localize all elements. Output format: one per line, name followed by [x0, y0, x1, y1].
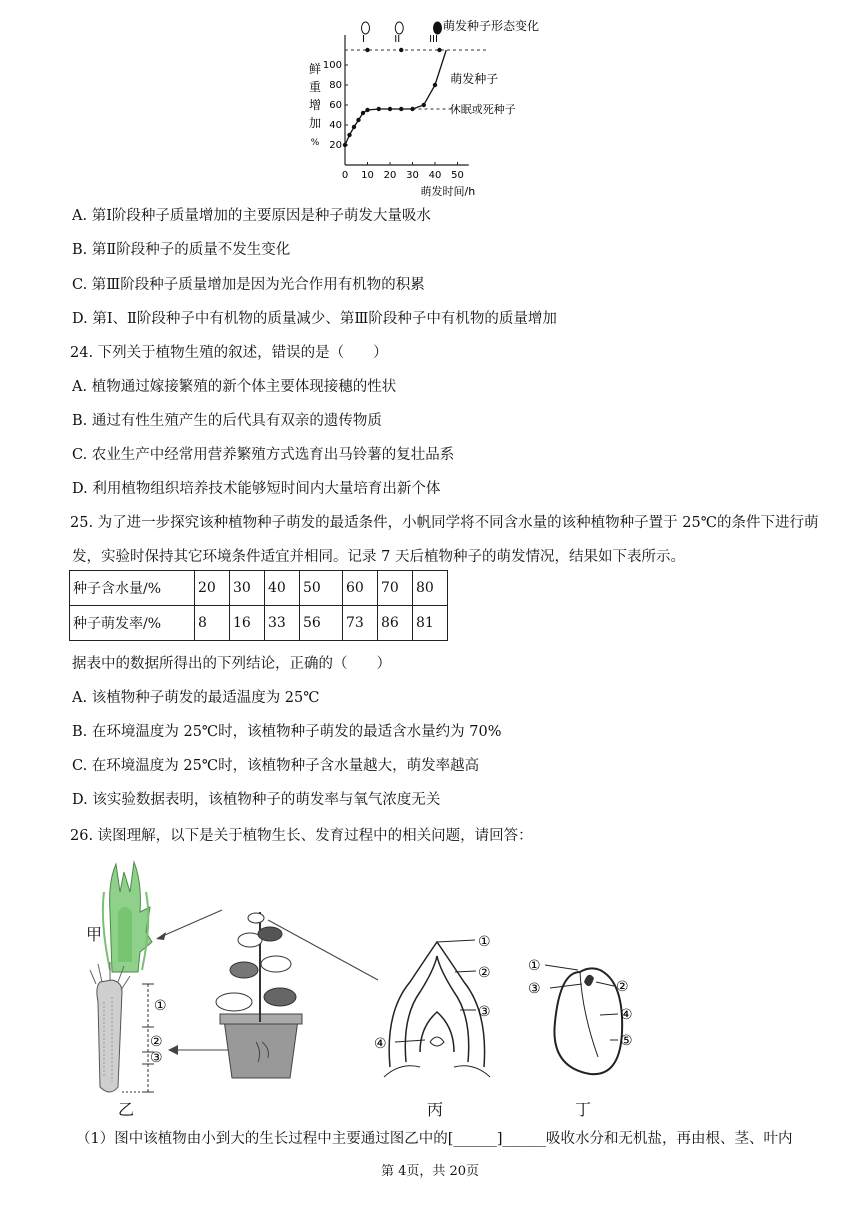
- potted-plant-illustration: [216, 912, 302, 1078]
- table-cell: 40: [265, 571, 300, 606]
- stage-label: II: [394, 34, 401, 45]
- y-tick-label: 60: [329, 100, 342, 111]
- table-cell: 30: [230, 571, 265, 606]
- seed-label-2: ②: [616, 979, 629, 995]
- germination-chart: [0, 0, 860, 210]
- data-point: [410, 107, 414, 111]
- x-tick-label: 10: [361, 170, 374, 181]
- q25-option-b: B. 在环境温度为 25℃时，该植物种子萌发的最适含水量约为 70%: [72, 724, 502, 740]
- q24-option-b: B. 通过有性生殖产生的后代具有双亲的遗传物质: [72, 413, 382, 429]
- data-point: [377, 107, 381, 111]
- data-point: [361, 111, 365, 115]
- stage-label: III: [429, 34, 438, 45]
- stage-point: [365, 48, 369, 52]
- seed-label-4: ④: [620, 1007, 633, 1023]
- y-axis-label: 鲜: [308, 62, 322, 76]
- q26-stem: 26. 读图理解，以下是关于植物生长、发育过程中的相关问题，请回答：: [70, 828, 533, 844]
- table-cell: 16: [230, 606, 265, 641]
- table-cell: 80: [413, 571, 448, 606]
- table-cell: 70: [378, 571, 413, 606]
- annotation-germinating: 萌发种子: [450, 72, 499, 86]
- figure-label-ding: 丁: [575, 1100, 592, 1119]
- bud-label-2: ②: [478, 965, 491, 981]
- bud-label-4: ④: [374, 1036, 387, 1052]
- y-axis-label: 增: [308, 98, 322, 112]
- q26-sub1: （1）图中该植物由小到大的生长过程中主要通过图乙中的[______]______吸收水分和无机盐，再由根、茎、叶内: [76, 1131, 793, 1147]
- table-row: [70, 571, 448, 606]
- data-point: [343, 143, 347, 147]
- data-point: [347, 133, 351, 137]
- q25-table: [69, 570, 448, 641]
- q23-option-c: C. 第Ⅲ阶段种子质量增加是因为光合作用有机物的积累: [72, 277, 425, 293]
- seed-label-1: ①: [528, 958, 541, 974]
- table-header-cell: 种子含水量/%: [70, 571, 195, 606]
- data-point: [433, 83, 437, 87]
- x-tick-label: 30: [406, 170, 419, 181]
- x-tick-label: 0: [341, 170, 349, 181]
- y-axis-label: 重: [308, 80, 322, 94]
- table-cell: 20: [195, 571, 230, 606]
- table-cell: 33: [265, 606, 300, 641]
- data-point: [365, 108, 369, 112]
- table-cell: 50: [300, 571, 343, 606]
- figure-label-jia: 甲: [86, 925, 103, 944]
- q25-option-c: C. 在环境温度为 25℃时，该植物种子含水量越大，萌发率越高: [72, 758, 480, 774]
- table-cell: 8: [195, 606, 230, 641]
- y-axis-label: 加: [308, 116, 322, 130]
- table-cell: 81: [413, 606, 448, 641]
- q25-prompt: 据表中的数据所得出的下列结论，正确的（ ）: [72, 656, 391, 672]
- q23-option-b: B. 第Ⅱ阶段种子的质量不发生变化: [72, 242, 291, 258]
- q25-stem-line2: 发，实验时保持其它环境条件适宜并相同。记录 7 天后植物种子的萌发情况，结果如下表所示。: [72, 549, 685, 565]
- x-axis-label: 萌发时间/h: [420, 185, 476, 198]
- plant-figure: [0, 852, 860, 1122]
- y-tick-label: 40: [329, 120, 342, 131]
- data-point: [422, 103, 426, 107]
- page-footer: 第 4页，共 20页: [380, 1164, 480, 1179]
- stage-point: [399, 48, 403, 52]
- table-cell: 56: [300, 606, 343, 641]
- q24-option-d: D. 利用植物组织培养技术能够短时间内大量培育出新个体: [72, 481, 441, 497]
- q25-option-a: A. 该植物种子萌发的最适温度为 25℃: [72, 690, 320, 706]
- data-point: [356, 118, 360, 122]
- stage-label: I: [362, 34, 365, 45]
- q25-stem-line1: 25. 为了进一步探究该种植物种子萌发的最适条件，小帆同学将不同含水量的该种植物种子置于 25℃的条件下进行萌: [70, 515, 819, 531]
- q23-option-a: A. 第Ⅰ阶段种子质量增加的主要原因是种子萌发大量吸水: [72, 208, 431, 224]
- annotation-morphology: 萌发种子形态变化: [443, 19, 540, 33]
- y-tick-label: 20: [329, 140, 342, 151]
- root-label-3: ③: [150, 1050, 163, 1066]
- figure-label-yi: 乙: [118, 1100, 135, 1119]
- bud-label-1: ①: [478, 934, 491, 950]
- seed-stage-icon: [434, 22, 442, 34]
- y-tick-label: 100: [322, 60, 342, 71]
- seed-stage-icon: [395, 22, 403, 34]
- stage-point: [437, 48, 441, 52]
- bud-section-illustration: [374, 934, 491, 1077]
- seed-label-3: ③: [528, 981, 541, 997]
- q23-option-d: D. 第Ⅰ、Ⅱ阶段种子中有机物的质量减少、第Ⅲ阶段种子中有机物的质量增加: [72, 311, 557, 327]
- q24-option-c: C. 农业生产中经常用营养繁殖方式选育出马铃薯的复壮品系: [72, 447, 455, 463]
- bud-label-3: ③: [478, 1004, 491, 1020]
- root-tip-illustration: [90, 962, 167, 1092]
- seed-stage-icon: [362, 22, 370, 34]
- shoot-apex-illustration: [103, 862, 152, 972]
- table-cell: 73: [343, 606, 378, 641]
- y-axis-label: %: [310, 138, 320, 148]
- x-tick-label: 50: [451, 170, 464, 181]
- data-point: [352, 125, 356, 129]
- table-cell: 86: [378, 606, 413, 641]
- q24-stem: 24. 下列关于植物生殖的叙述，错误的是（ ）: [70, 345, 388, 361]
- annotation-dormant: 休眠或死种子: [449, 103, 516, 116]
- root-label-1: ①: [154, 998, 167, 1014]
- root-label-2: ②: [150, 1034, 163, 1050]
- data-point: [388, 107, 392, 111]
- table-row: [70, 606, 448, 641]
- table-header-cell: 种子萌发率/%: [70, 606, 195, 641]
- figure-label-bing: 丙: [427, 1100, 444, 1119]
- table-cell: 60: [343, 571, 378, 606]
- series-line-germinating: [345, 50, 446, 145]
- seed-label-5: ⑤: [620, 1033, 633, 1049]
- x-tick-label: 20: [383, 170, 397, 181]
- x-tick-label: 40: [428, 170, 442, 181]
- data-point: [399, 107, 403, 111]
- q24-option-a: A. 植物通过嫁接繁殖的新个体主要体现接穗的性状: [72, 379, 397, 395]
- q25-option-d: D. 该实验数据表明，该植物种子的萌发率与氧气浓度无关: [72, 792, 441, 808]
- y-tick-label: 80: [329, 80, 342, 91]
- seed-illustration: [528, 958, 633, 1074]
